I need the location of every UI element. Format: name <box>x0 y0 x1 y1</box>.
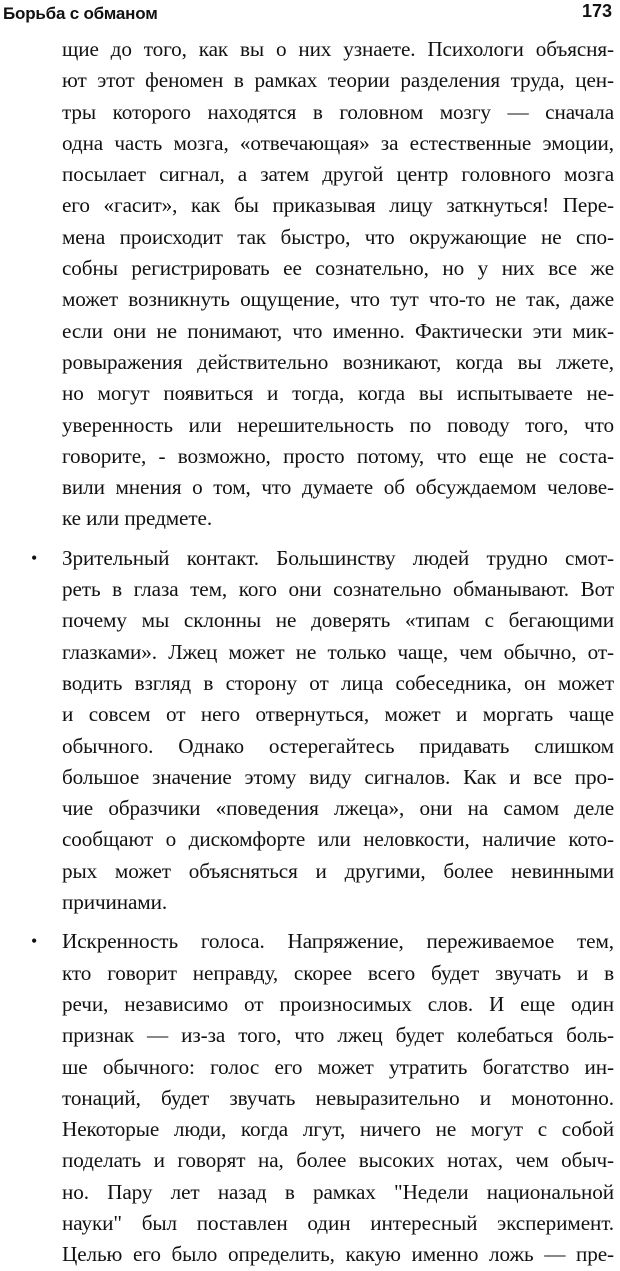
text-line: науки" был поставлен один интересный эксперимент. <box>62 1210 614 1235</box>
text-line: вили мнения о том, что думаете об обсуждаемом челове- <box>62 475 614 500</box>
text-line: признак — из-за того, что лжец будет колебаться боль- <box>62 1023 614 1048</box>
text-line: рых может объясняться и другими, более невинными <box>62 858 614 883</box>
text-line: поделать и говорят на, более высоких нотах, чем обыч- <box>62 1148 614 1173</box>
text-line: реть в глаза тем, кого они сознательно обманывают. Вот <box>62 577 614 602</box>
text-line: ровыражения действительно возникают, когда вы лжете, <box>62 349 614 374</box>
page-body <box>0 34 620 1271</box>
text-line: собны регистрировать ее сознательно, но у них все же <box>62 256 614 281</box>
text-line: водить взгляд в сторону от лица собеседника, он может <box>62 670 614 695</box>
text-line: ке или предмете. <box>62 506 213 531</box>
text-line: мена происходит так быстро, что окружающие не спо- <box>62 224 614 249</box>
running-title: Борьба с обманом <box>3 4 158 23</box>
bullet-icon: • <box>31 547 38 568</box>
text-line: Целью его было определить, какую именно ложь — пре- <box>62 1242 614 1267</box>
text-line: ют этот феномен в рамках теории разделения труда, цен- <box>62 68 614 93</box>
text-line: глазками». Лжец может не только чаще, чем обычно, от- <box>62 639 614 664</box>
paragraph <box>0 34 620 535</box>
text-line: обычного. Однако остерегайтесь придавать слишком <box>62 733 614 758</box>
text-line: почему мы склонны не доверять «типам с бегающими <box>62 608 614 633</box>
text-line: но могут появиться и тогда, когда вы испытываете не- <box>62 381 614 406</box>
page-header <box>0 0 620 26</box>
text-line: тры которого находятся в головном мозгу — сначала <box>62 99 614 124</box>
text-line: щие до того, как вы о них узнаете. Психологи объясня- <box>62 37 614 61</box>
text-line: одна часть мозга, «отвечающая» за естественные эмоции, <box>62 130 614 155</box>
text-line: может возникнуть ощущение, что тут что-то не так, даже <box>62 287 614 312</box>
text-line: уверенность или нерешительность по поводу того, что <box>62 412 614 437</box>
text-line: но. Пару лет назад в рамках "Недели национальной <box>62 1179 614 1204</box>
text-line: сообщают о дискомфорте или неловкости, наличие кото- <box>62 827 614 852</box>
list-item <box>0 543 620 919</box>
bullet-list <box>0 543 620 1271</box>
text-line: Зрительный контакт. Большинству людей трудно смот- <box>62 545 614 570</box>
text-line: и совсем от него отвернуться, может и моргать чаще <box>62 702 614 727</box>
text-line: тонаций, будет звучать невыразительно и монотонно. <box>62 1085 614 1110</box>
text-line: речи, независимо от произносимых слов. И еще один <box>62 991 614 1016</box>
text-line: его «гасит», как бы приказывая лицу заткнуться! Пере- <box>62 193 614 218</box>
text-line: если они не понимают, что именно. Фактически эти мик- <box>62 318 614 343</box>
text-line: Искренность голоса. Напряжение, переживаемое тем, <box>62 929 614 954</box>
text-line: большое значение этому виду сигналов. Как и все про- <box>62 764 614 789</box>
text-line: Некоторые люди, когда лгут, ничего не могут с собой <box>62 1117 614 1142</box>
text-line: кто говорит неправду, скорее всего будет звучать и в <box>62 960 614 985</box>
list-item <box>0 926 620 1270</box>
text-line: ше обычного: голос его может утратить богатство ин- <box>62 1054 614 1079</box>
text-line: посылает сигнал, а затем другой центр головного мозга <box>62 162 614 187</box>
text-line: чие образчики «поведения лжеца», они на самом деле <box>62 796 614 821</box>
page-number: 173 <box>581 1 612 21</box>
text-line: причинами. <box>62 890 168 915</box>
text-line: говорите, - возможно, просто потому, что еще не соста- <box>62 443 614 468</box>
bullet-icon: • <box>31 931 38 952</box>
